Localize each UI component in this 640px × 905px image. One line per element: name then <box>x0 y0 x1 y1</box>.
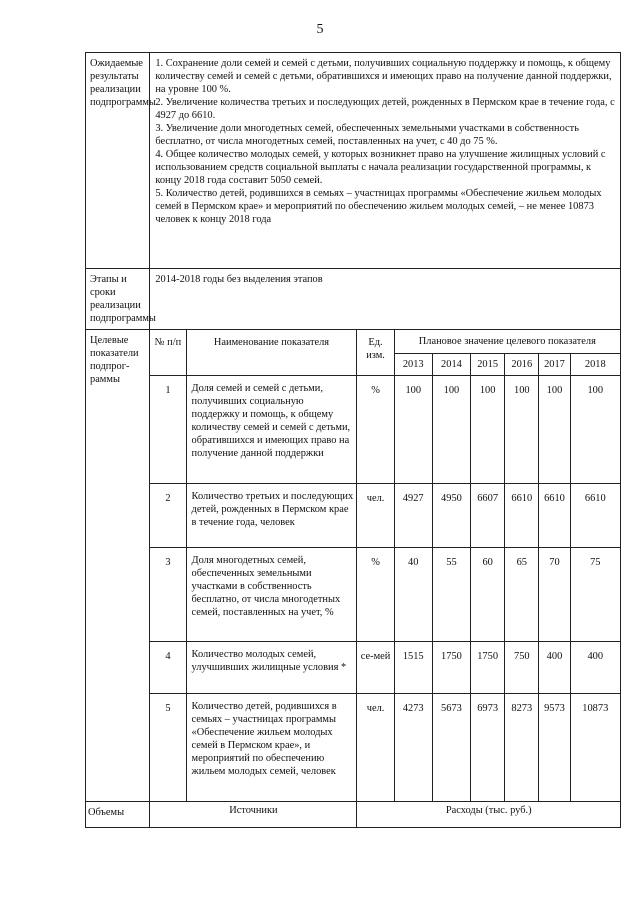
indicator-value: 5673 <box>432 694 470 802</box>
indicator-name: Количество детей, родившихся в семьях – участницах программы «Обеспечение жильем молодых семей в Пермском крае», и мероприятий по обеспечению жильем молодых семей, человек <box>186 694 357 802</box>
targets-header-row <box>86 330 621 354</box>
row-number: 4 <box>150 642 186 694</box>
year-header: 2018 <box>570 354 620 376</box>
indicator-name: Количество молодых семей, улучшивших жилищные условия * <box>186 642 357 694</box>
indicator-value: 400 <box>539 642 570 694</box>
indicator-value: 4950 <box>432 484 470 548</box>
expected-result-item: 2. Увеличение количества третьих и последующих детей, рожденных в Пермском крае в течение года, с 4927 до 6610. <box>155 97 615 121</box>
table-row <box>86 484 621 548</box>
indicator-unit: чел. <box>357 694 394 802</box>
expected-result-item: 4. Общее количество молодых семей, у которых возникнет право на улучшение жилищных условий с использованием средств социальной выплаты с начала реализации государственной программы, к концу 2018 года составит 5050 семей. <box>155 149 606 186</box>
table-row <box>86 376 621 484</box>
col-number-header: № п/п <box>150 330 186 376</box>
expected-results-label: Ожидаемые результаты реализации подпрограммы <box>86 53 150 269</box>
indicator-unit: се-мей <box>357 642 394 694</box>
indicator-value: 100 <box>394 376 432 484</box>
expected-result-item: 3. Увеличение доли многодетных семей, обеспеченных земельными участками в собственность бесплатно, от числа многодетных семей, поставленных на учет, с 40 до 75 %. <box>155 123 579 147</box>
col-planned-header: Плановое значение целевого показателя <box>394 330 620 354</box>
indicator-value: 6610 <box>539 484 570 548</box>
indicator-value: 6607 <box>471 484 505 548</box>
expected-results-content <box>150 53 621 269</box>
indicator-value: 100 <box>471 376 505 484</box>
indicator-value: 6610 <box>505 484 539 548</box>
table-row <box>86 642 621 694</box>
indicator-value: 9573 <box>539 694 570 802</box>
targets-label: Целевые показатели подпрог-раммы <box>86 330 150 802</box>
indicator-unit: чел. <box>357 484 394 548</box>
col-name-header: Наименование показателя <box>186 330 357 376</box>
indicator-unit: % <box>357 548 394 642</box>
indicator-value: 55 <box>432 548 470 642</box>
row-number: 3 <box>150 548 186 642</box>
expenses-header: Расходы (тыс. руб.) <box>357 802 621 828</box>
program-passport-table <box>85 52 621 828</box>
indicator-value: 65 <box>505 548 539 642</box>
indicator-value: 70 <box>539 548 570 642</box>
expected-result-item: 1. Сохранение доли семей и семей с детьми, получивших социальную поддержку и помощь, к общему количеству семей и семей с детьми, обратившихся и имеющих право на получение данной поддержки, на уровне 100 %. <box>155 58 612 95</box>
volumes-label: Объемы <box>86 802 150 828</box>
sources-header: Источники <box>150 802 357 828</box>
indicator-name: Доля многодетных семей, обеспеченных земельными участками в собственность бесплатно, от числа многодетных семей, поставленных на учет, % <box>186 548 357 642</box>
row-number: 1 <box>150 376 186 484</box>
year-header: 2015 <box>471 354 505 376</box>
indicator-value: 4927 <box>394 484 432 548</box>
year-header: 2013 <box>394 354 432 376</box>
indicator-value: 75 <box>570 548 620 642</box>
indicator-name: Количество третьих и последующих детей, рожденных в Пермском крае в течение года, человек <box>186 484 357 548</box>
stages-label: Этапы и сроки реализации подпрограммы <box>86 269 150 330</box>
table-row <box>86 548 621 642</box>
col-unit-header: Ед. изм. <box>357 330 394 376</box>
indicator-value: 1515 <box>394 642 432 694</box>
indicator-value: 10873 <box>570 694 620 802</box>
expected-result-item: 5. Количество детей, родившихся в семьях – участницах программы «Обеспечение жильем молодых семей в Пермском крае» и мероприятий по обеспечению жильем молодых семей, – не менее 10873 человек к концу 2018 года <box>155 188 602 225</box>
indicator-value: 1750 <box>432 642 470 694</box>
indicator-value: 1750 <box>471 642 505 694</box>
indicator-value: 100 <box>539 376 570 484</box>
indicator-value: 100 <box>570 376 620 484</box>
indicator-value: 40 <box>394 548 432 642</box>
row-number: 2 <box>150 484 186 548</box>
indicator-value: 8273 <box>505 694 539 802</box>
indicator-value: 4273 <box>394 694 432 802</box>
indicator-value: 750 <box>505 642 539 694</box>
indicator-value: 6973 <box>471 694 505 802</box>
indicator-unit: % <box>357 376 394 484</box>
indicator-value: 400 <box>570 642 620 694</box>
indicator-value: 100 <box>505 376 539 484</box>
table-row <box>86 694 621 802</box>
page-number: 5 <box>316 22 324 37</box>
row-number: 5 <box>150 694 186 802</box>
volumes-row <box>86 802 621 828</box>
indicator-value: 100 <box>432 376 470 484</box>
year-header: 2016 <box>505 354 539 376</box>
year-header: 2017 <box>539 354 570 376</box>
year-header: 2014 <box>432 354 470 376</box>
stages-row <box>86 269 621 330</box>
indicator-value: 6610 <box>570 484 620 548</box>
indicator-name: Доля семей и семей с детьми, получивших социальную поддержку и помощь, к общему количеству семей и семей с детьми, обратившихся и имеющих право на получение данной поддержки <box>186 376 357 484</box>
stages-value: 2014-2018 годы без выделения этапов <box>150 269 621 330</box>
expected-results-row <box>86 53 621 269</box>
indicator-value: 60 <box>471 548 505 642</box>
